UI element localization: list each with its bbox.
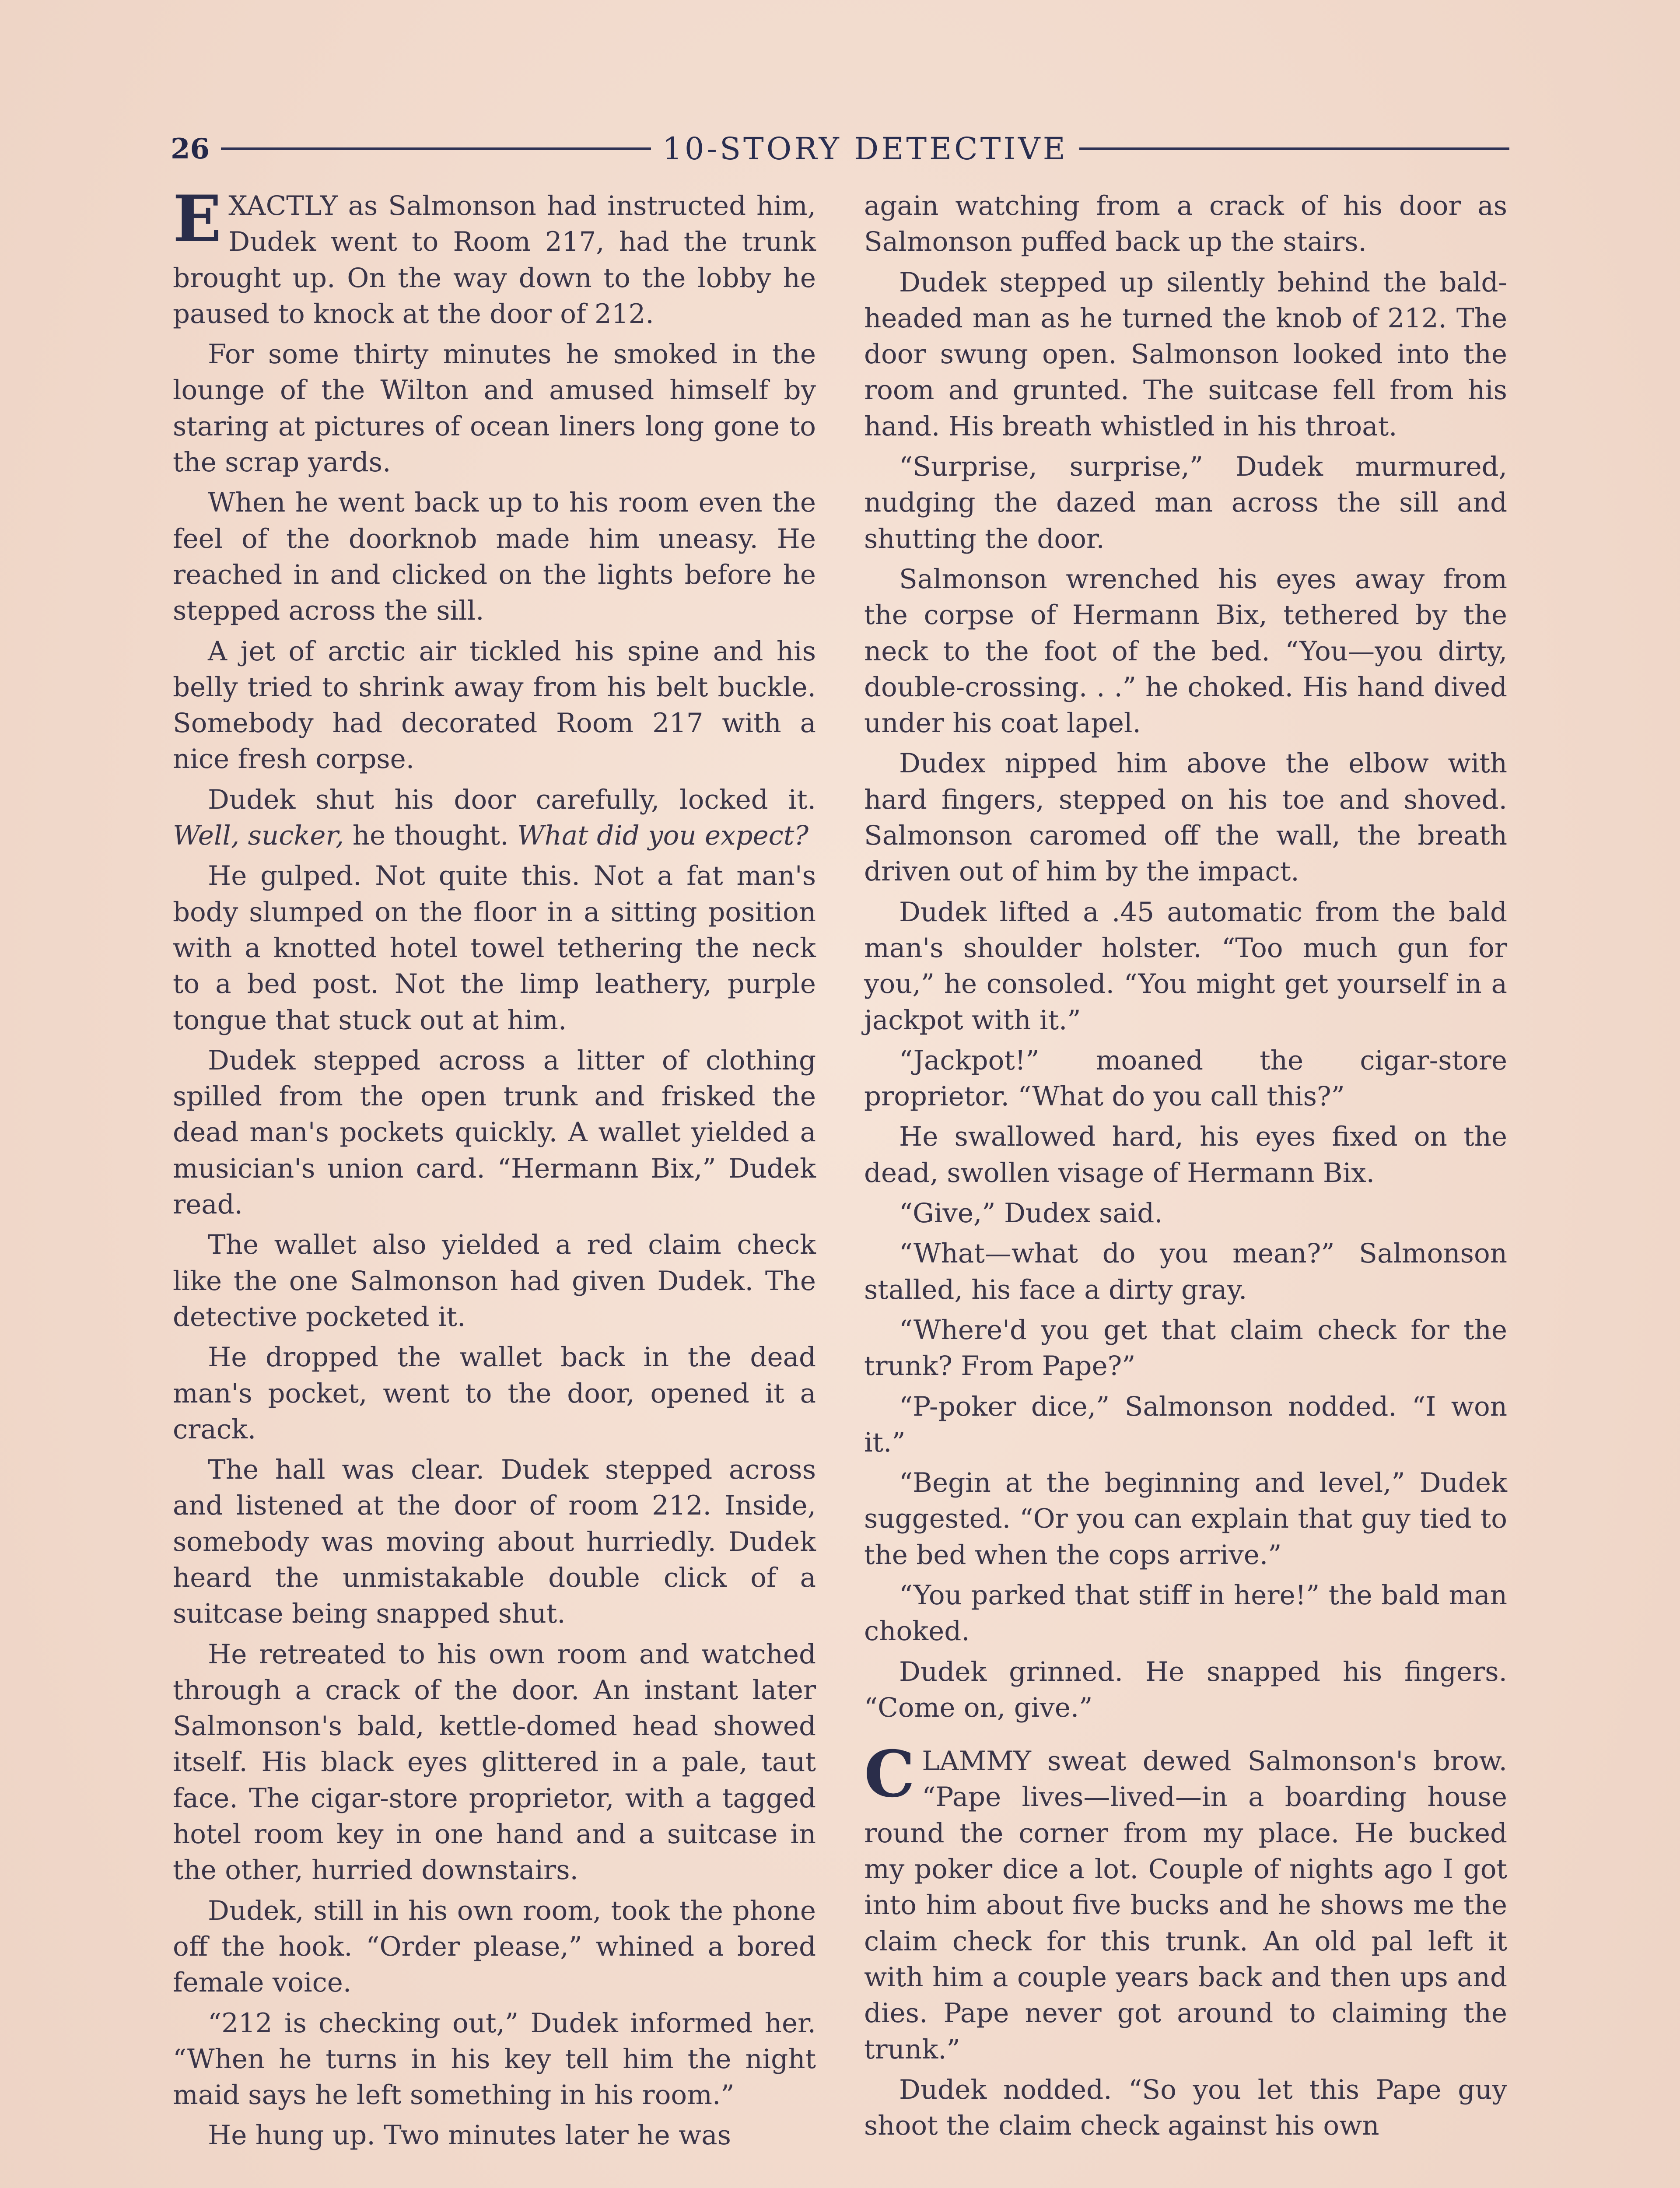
header-rule-right — [1079, 147, 1509, 150]
paragraph: “Surprise, surprise,” Dudek murmured, nudging the dazed man across the sill and shutting the door. — [864, 451, 1507, 554]
header-rule-left — [221, 147, 651, 150]
paragraph: Salmonson wrenched his eyes away from the corpse of Hermann Bix, tethered by the neck to the foot of the bed. “You—you dirty, double-crossing. . .” he choked. His hand dived under his coat lapel. — [864, 563, 1507, 739]
drop-cap: C — [864, 1737, 915, 1812]
paragraph: He gulped. Not quite this. Not a fat man's body slumped on the floor in a sitting position with a knotted hotel towel tethering the neck to a bed post. Not the limp leathery, purple tongue that stuck out at him. — [173, 860, 816, 1036]
paragraph: For some thirty minutes he smoked in the lounge of the Wilton and amused himself by staring at pictures of ocean liners long gone to the scrap yards. — [173, 339, 816, 478]
paragraph: CLAMMY sweat dewed Salmonson's brow. “Pape lives—lived—in a boarding house round the corner from my place. He bucked my poker dice a lot. Couple of nights ago I got into him about five bucks and he shows me the claim check for this trunk. An old pal left it with him a couple years back and then ups and dies. Pape never got around to claiming the trunk.” — [864, 1737, 1507, 2065]
paragraph: The hall was clear. Dudek stepped across and listened at the door of room 212. Inside, somebody was moving about hurriedly. Dudek heard the unmistakable double click of a suitcase being snapped shut. — [173, 1454, 816, 1630]
right-column — [864, 188, 1507, 2148]
drop-cap: E — [173, 182, 222, 256]
paragraph: “P-poker dice,” Salmonson nodded. “I won it.” — [864, 1391, 1507, 1458]
paragraph: Dudek stepped up silently behind the bald-headed man as he turned the knob of 212. The door swung open. Salmonson looked into the room and grunted. The suitcase fell from his hand. His breath whistled in his throat. — [864, 266, 1507, 442]
paragraph: again watching from a crack of his door as Salmonson puffed back up the stairs. — [864, 190, 1507, 258]
paragraph: “What—what do you mean?” Salmonson stalled, his face a dirty gray. — [864, 1238, 1507, 1305]
magazine-title: 10-STORY DETECTIVE — [662, 131, 1068, 167]
paragraph: “You parked that stiff in here!” the bald man choked. — [864, 1579, 1507, 1647]
left-column — [173, 182, 816, 2158]
paragraph: He retreated to his own room and watched through a crack of the door. An instant later Salmonson's bald, kettle-domed head showed itself. His black eyes glittered in a pale, taut face. The cigar-store proprietor, with a tagged hotel room key in one hand and a suitcase in the other, hurried downstairs. — [173, 1638, 816, 1886]
paragraph: Dudek lifted a .45 automatic from the bald man's shoulder holster. “Too much gun for you,” he consoled. “You might get yourself in a jackpot with it.” — [864, 896, 1507, 1036]
paragraph: Dudek nodded. “So you let this Pape guy shoot the claim check against his own — [864, 2074, 1507, 2142]
page-header — [171, 125, 1509, 173]
paragraph: “212 is checking out,” Dudek informed her. “When he turns in his key tell him the night maid says he left something in his room.” — [173, 2007, 816, 2111]
paragraph: He swallowed hard, his eyes fixed on the dead, swollen visage of Hermann Bix. — [864, 1121, 1507, 1189]
paragraph: “Where'd you get that claim check for the trunk? From Pape?” — [864, 1314, 1507, 1382]
paragraph: Dudex nipped him above the elbow with hard fingers, stepped on his toe and shoved. Salmonson caromed off the wall, the breath driven out of him by the impact. — [864, 748, 1507, 887]
paragraph: Dudek grinned. He snapped his fingers. “Come on, give.” — [864, 1656, 1507, 1723]
paragraph: Dudek, still in his own room, took the phone off the hook. “Order please,” whined a bored female voice. — [173, 1895, 816, 1999]
paragraph: The wallet also yielded a red claim check like the one Salmonson had given Dudek. The detective pocketed it. — [173, 1229, 816, 1332]
page-number: 26 — [171, 132, 210, 165]
paragraph: A jet of arctic air tickled his spine and his belly tried to shrink away from his belt buckle. Somebody had decorated Room 217 with a nice fresh corpse. — [173, 635, 816, 775]
paragraph: He dropped the wallet back in the dead man's pocket, went to the door, opened it a crack. — [173, 1342, 816, 1445]
paragraph: EXACTLY as Salmonson had instructed him, Dudek went to Room 217, had the trunk brought up. On the way down to the lobby he paused to knock at the door of 212. — [173, 182, 816, 330]
paragraph: Dudek shut his door carefully, locked it. Well, sucker, he thought. What did you expect? — [173, 784, 816, 852]
paragraph: Dudek stepped across a litter of clothing spilled from the open trunk and frisked the dead man's pockets quickly. A wallet yielded a musician's union card. “Hermann Bix,” Dudek read. — [173, 1045, 816, 1220]
paragraph: “Jackpot!” moaned the cigar-store proprietor. “What do you call this?” — [864, 1045, 1507, 1112]
paragraph: “Give,” Dudex said. — [899, 1198, 1163, 1229]
paragraph: He hung up. Two minutes later he was — [208, 2120, 731, 2151]
paragraph: When he went back up to his room even the feel of the doorknob made him uneasy. He reached in and clicked on the lights before he stepped across the sill. — [173, 487, 816, 627]
paragraph: “Begin at the beginning and level,” Dudek suggested. “Or you can explain that guy tied to the bed when the cops arrive.” — [864, 1467, 1507, 1571]
